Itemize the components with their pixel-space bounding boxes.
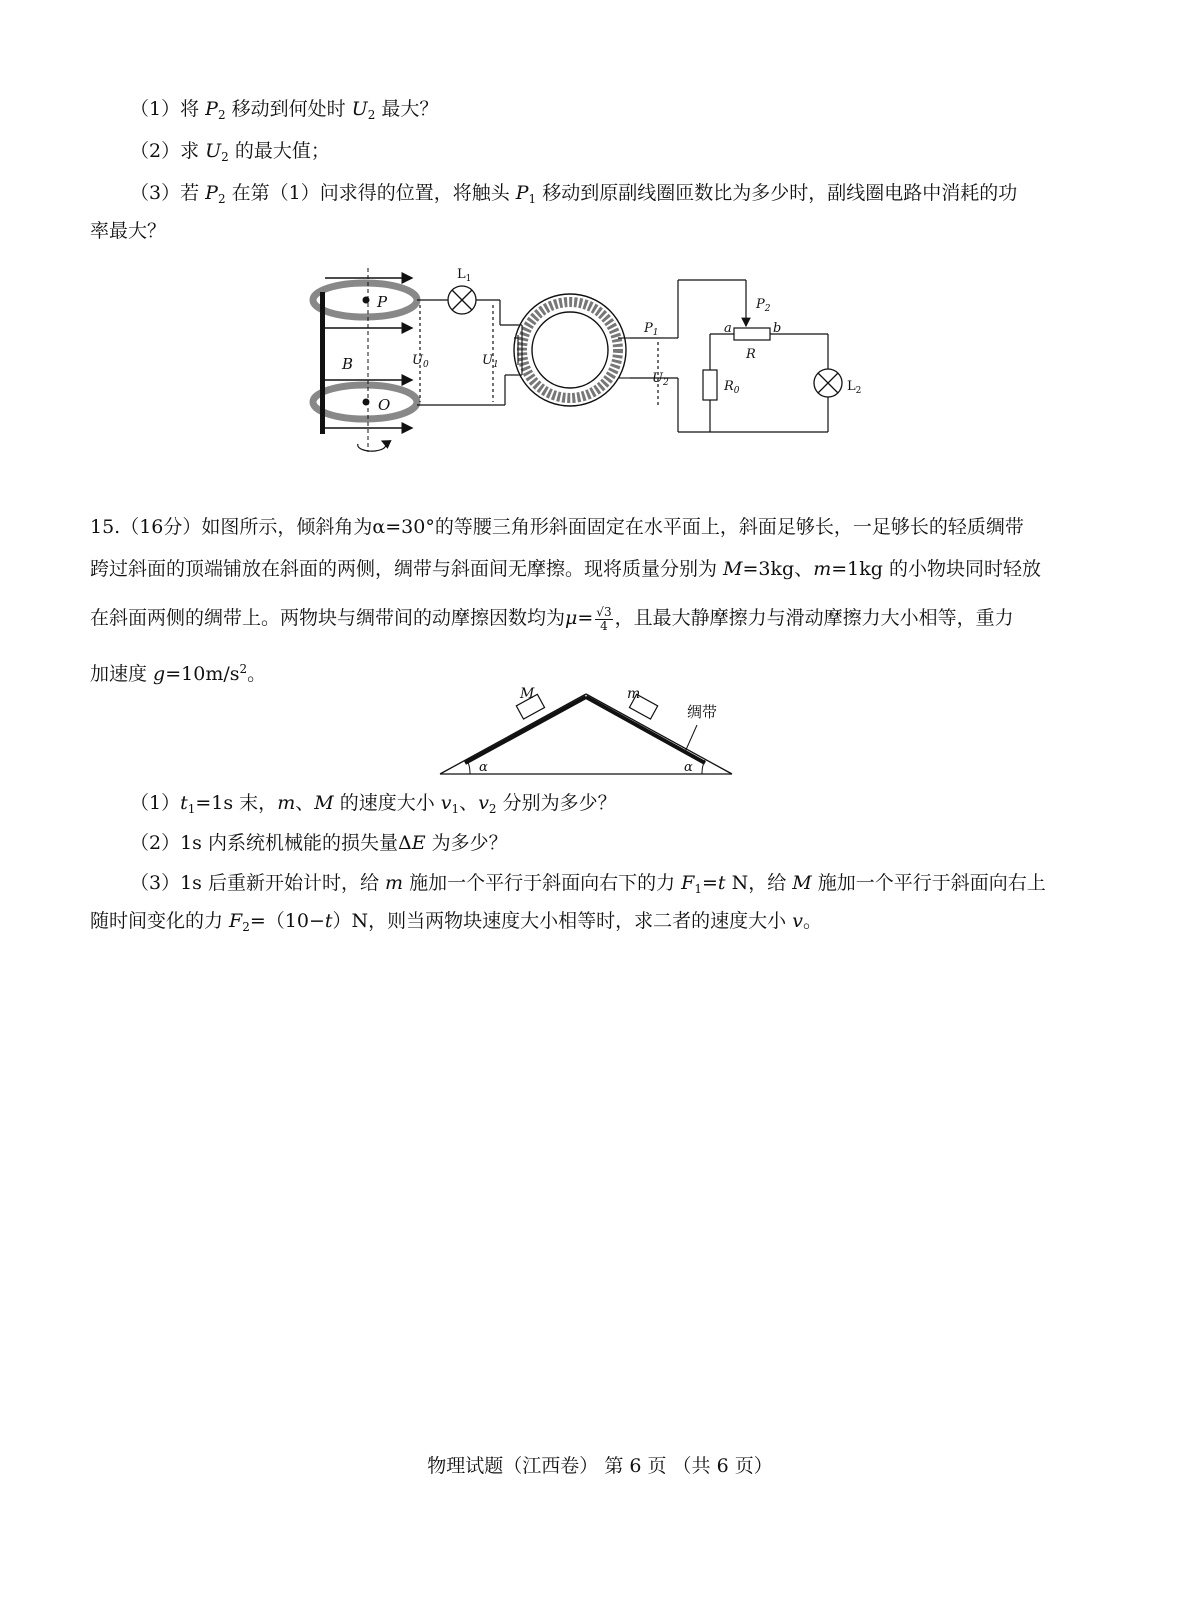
q14-part1: （1）将 $P_2$ 移动到何处时 $U_2$ 最大？ <box>130 98 439 122</box>
page-footer: 物理试题（江西卷） 第 6 页 （共 6 页） <box>427 1455 773 1477</box>
q15-part3: （3）1s 后重新开始计时，给 m 施加一个平行于斜面向右下的力 $F_1=t$ N，给 M 施加一个平行于斜面向右上 <box>130 872 1046 896</box>
label-belt: 绸带 <box>687 703 718 721</box>
label-P1: $P_1$ <box>644 321 659 338</box>
lamp-L2-icon <box>814 369 842 397</box>
lamp-L1-icon <box>448 286 476 314</box>
fraction: $\frac{√3}{4}$ <box>596 604 612 633</box>
svg-text:L2: $L_2$ <box>847 379 862 396</box>
q15-part1: $(1)t_1=1s$ 末，m、M 的速度大小 $v_1$、$v_2$ 分别为多少？ <box>130 792 617 816</box>
q15-line3: 在斜面两侧的绸带上。两物块与绸带间的动摩擦因数均为μ= $\frac{√3}{4}$ ，且最大静摩擦力与滑动摩擦力大小相等，重力 <box>90 604 1014 633</box>
incline-figure <box>435 685 735 780</box>
label-P: P <box>377 293 388 311</box>
label-U2: $U_2$ <box>652 371 669 388</box>
q15-part3-cont: 随时间变化的力 $F_2=(10-t)N$，则当两物块速度大小相等时，求二者的速度大小 v。 <box>90 910 822 934</box>
rotation-arrow-icon <box>358 441 386 451</box>
q15-line4: 加速度 $g=10m/s^2$。 <box>90 662 267 685</box>
label-m: m <box>627 686 641 702</box>
q14-part3-cont: 率最大？ <box>90 220 167 242</box>
magnet-bar <box>320 292 325 434</box>
q15-part2: （2）1s 内系统机械能的损失量ΔE 为多少？ <box>130 832 508 854</box>
circuit-figure <box>300 260 880 460</box>
label-alpha-right: α <box>684 760 693 775</box>
label-U0: $U_0$ <box>412 353 429 370</box>
svg-text:L1: $L_1$ <box>457 267 472 284</box>
label-M: M <box>520 686 535 702</box>
label-R: R <box>746 347 756 362</box>
label-R0: $R_0$ <box>724 379 740 396</box>
q15-line2: 跨过斜面的顶端铺放在斜面的两侧，绸带与斜面间无摩擦。现将质量分别为 M=3kg、m=1kg 的小物块同时轻放 <box>90 558 1041 580</box>
q15-line1: 15.（16分）如图所示，倾斜角为α=30°的等腰三角形斜面固定在水平面上，斜面足够长，一足够长的轻质绸带 <box>90 516 1024 538</box>
label-B: B <box>342 355 354 373</box>
q14-part2: （2）求 $U_2$ 的最大值； <box>130 140 330 164</box>
transformer-toroid <box>514 294 626 406</box>
label-b: b <box>773 321 782 336</box>
label-O: O <box>378 396 391 414</box>
q14-part3: （3）若 $P_2$ 在第（1）问求得的位置，将触头 $P_1$ 移动到原副线圈匝数比为多少时，副线圈电路中消耗的功 <box>130 182 1018 206</box>
label-alpha-left: α <box>479 760 488 775</box>
label-U1: $U_1$ <box>482 353 499 370</box>
label-a: a <box>724 321 732 336</box>
label-P2: $P_2$ <box>756 297 771 314</box>
